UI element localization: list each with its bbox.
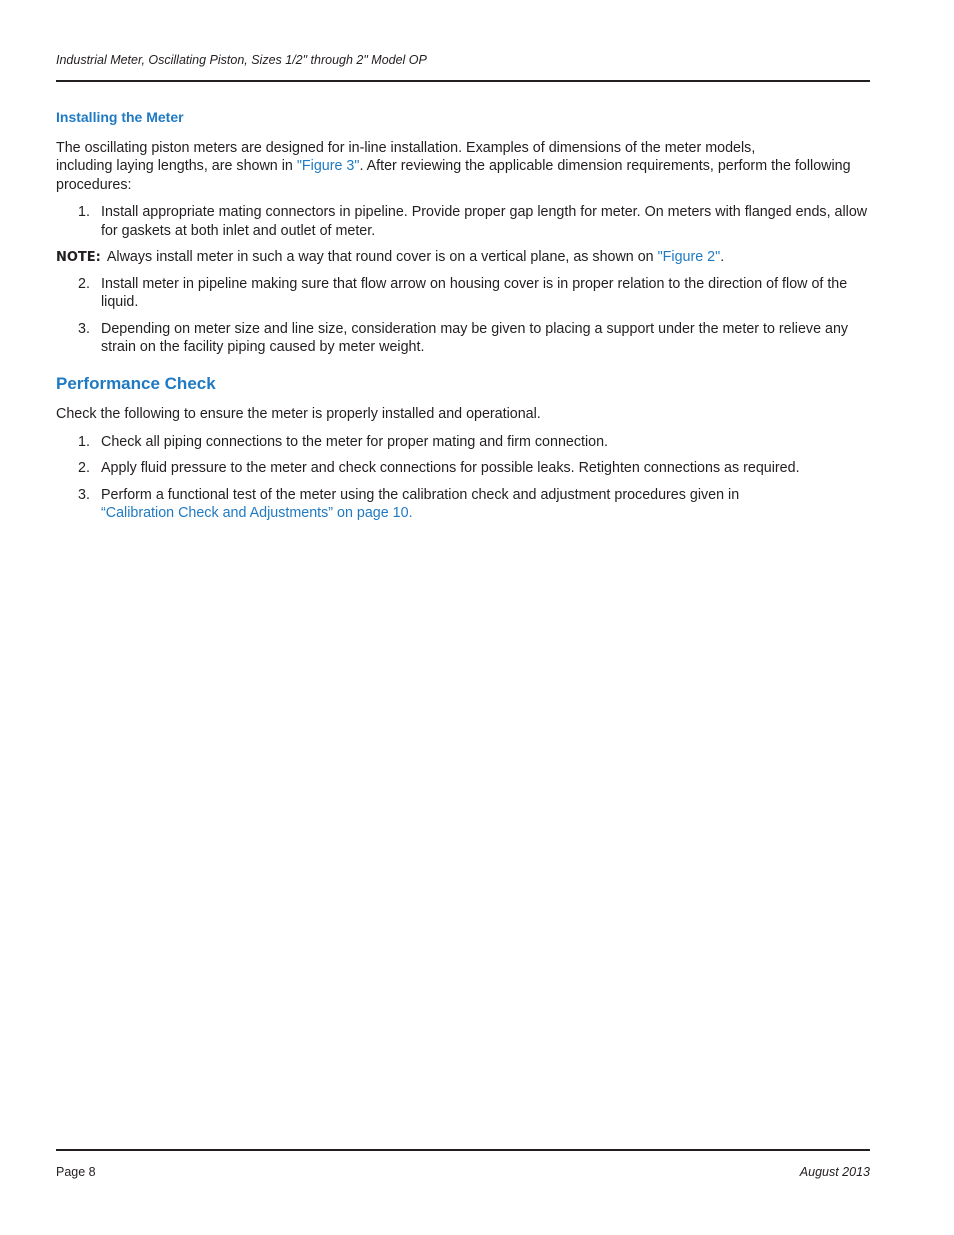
step-number: 2. [78,275,90,292]
step-number: 2. [78,460,90,476]
installing-intro-line3: . After reviewing the applicable dimension requirements, perform the following procedures: [56,158,851,193]
installing-heading: Installing the Meter [56,109,184,125]
step-text: Perform a functional test of the meter using the calibration check and adjustment procedures given in [101,486,740,503]
installing-steps-part2 [56,275,870,357]
note-end: . [720,249,725,265]
note-text: Always install meter in such a way that round cover is on a vertical plane, as shown on [106,249,658,265]
page-number: Page 8 [56,1165,96,1179]
calibration-link[interactable]: “Calibration Check and Adjustments” on page 10. [101,505,413,521]
step-text: Depending on meter size and line size, consideration may be given to placing a support under the meter to relieve any strain on the facility piping caused by meter weight. [101,320,849,355]
performance-intro: Check the following to ensure the meter is properly installed and operational. [56,406,541,422]
figure-3-link[interactable]: "Figure 3" [296,158,360,174]
list-item [56,433,870,452]
footer-rule [56,1149,870,1151]
step-number: 3. [78,320,90,337]
publication-date: August 2013 [799,1165,870,1179]
performance-heading: Performance Check [56,373,216,393]
document-page [56,0,870,1235]
step-number: 1. [78,433,90,450]
running-header: Industrial Meter, Oscillating Piston, Sizes 1/2" through 2" Model OP [56,53,427,67]
installing-steps-part1 [56,203,870,240]
installing-intro [56,139,870,195]
installing-intro-line1: The oscillating piston meters are designed for in-line installation. Examples of dimensions of the meter models, [56,139,756,156]
step-number: 3. [78,486,90,503]
list-item [56,320,870,357]
step-number: 1. [78,204,90,220]
figure-2-link[interactable]: "Figure 2" [657,249,721,265]
step-text: Install meter in pipeline making sure that flow arrow on housing cover is in proper relation to the direction of flow of the liquid. [101,275,848,310]
note [56,248,870,268]
list-item [56,459,870,478]
note-label: NOTE: [56,250,101,265]
installing-intro-line2: including laying lengths, are shown in [56,158,297,174]
list-item [56,275,870,312]
step-text: Check all piping connections to the meter for proper mating and firm connection. [101,433,609,450]
list-item [56,203,870,240]
performance-steps [56,433,870,523]
list-item [56,486,870,523]
step-text: Apply fluid pressure to the meter and check connections for possible leaks. Retighten connections as required. [101,460,800,476]
page-content [56,108,870,531]
header-rule [56,80,870,82]
step-text: Install appropriate mating connectors in pipeline. Provide proper gap length for meter. On meters with flanged ends, allow for gaskets at both inlet and outlet of meter. [101,204,868,239]
